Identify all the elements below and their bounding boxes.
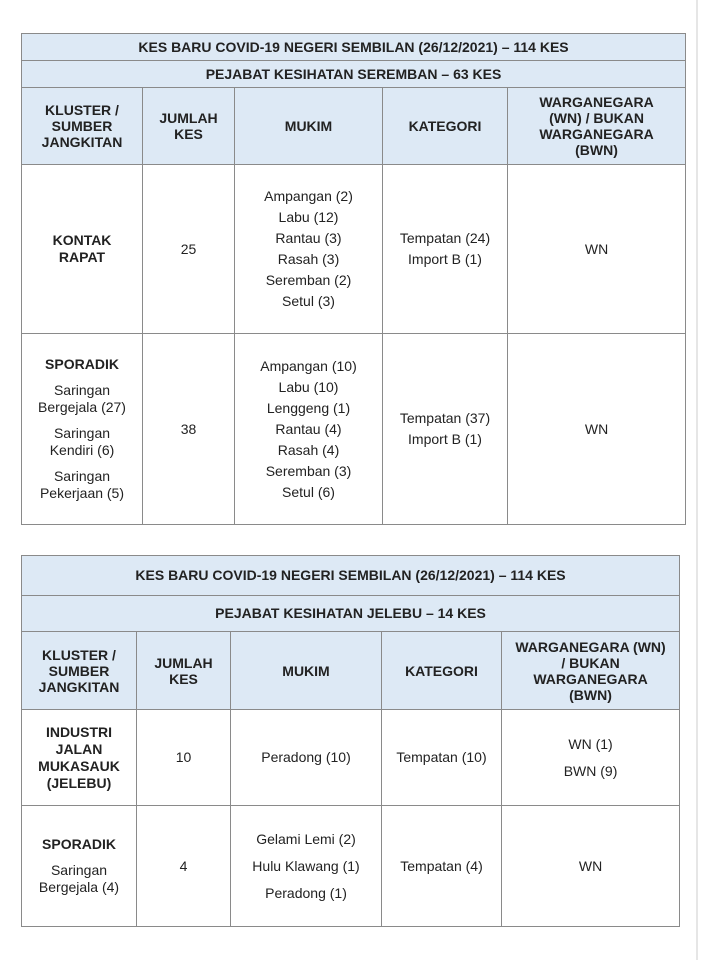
cell-kluster: KONTAK RAPAT xyxy=(22,165,143,334)
table-row xyxy=(22,334,686,525)
header-kategori: KATEGORI xyxy=(383,88,508,165)
cell-kategori: Tempatan (37) Import B (1) xyxy=(383,334,508,525)
cell-mukim: Ampangan (10) Labu (10) Lenggeng (1) Rantau (4) Rasah (4) Seremban (3) Setul (6) xyxy=(235,334,383,525)
cell-kategori: Tempatan (10) xyxy=(382,710,502,806)
table-subtitle: PEJABAT KESIHATAN JELEBU – 14 KES xyxy=(22,596,680,632)
table-row xyxy=(22,806,680,927)
cell-warganegara: WN (1) BWN (9) xyxy=(502,710,680,806)
cell-jumlah: 25 xyxy=(143,165,235,334)
seremban-cases-table xyxy=(21,33,686,525)
cell-kluster: INDUSTRI JALAN MUKASAUK (JELEBU) xyxy=(22,710,137,806)
header-kluster: KLUSTER / SUMBER JANGKITAN xyxy=(22,632,137,710)
header-jumlah-kes: JUMLAH KES xyxy=(137,632,231,710)
table-title: KES BARU COVID-19 NEGERI SEMBILAN (26/12/2021) – 114 KES xyxy=(22,34,686,61)
header-warganegara: WARGANEGARA (WN) / BUKAN WARGANEGARA (BWN) xyxy=(502,632,680,710)
cell-warganegara: WN xyxy=(502,806,680,927)
cell-jumlah: 38 xyxy=(143,334,235,525)
header-mukim: MUKIM xyxy=(231,632,382,710)
jelebu-cases-table xyxy=(21,555,680,927)
header-mukim: MUKIM xyxy=(235,88,383,165)
cell-jumlah: 10 xyxy=(137,710,231,806)
cell-kategori: Tempatan (4) xyxy=(382,806,502,927)
cell-kluster: SPORADIK Saringan Bergejala (27) Saringan Kendiri (6) Saringan Pekerjaan (5) xyxy=(22,334,143,525)
cell-mukim: Gelami Lemi (2) Hulu Klawang (1) Peradong (1) xyxy=(231,806,382,927)
header-jumlah-kes: JUMLAH KES xyxy=(143,88,235,165)
header-kategori: KATEGORI xyxy=(382,632,502,710)
table-row xyxy=(22,710,680,806)
page-edge-divider xyxy=(696,0,698,960)
table-subtitle: PEJABAT KESIHATAN SEREMBAN – 63 KES xyxy=(22,61,686,88)
header-kluster: KLUSTER / SUMBER JANGKITAN xyxy=(22,88,143,165)
table-title: KES BARU COVID-19 NEGERI SEMBILAN (26/12/2021) – 114 KES xyxy=(22,556,680,596)
header-warganegara: WARGANEGARA (WN) / BUKAN WARGANEGARA (BWN) xyxy=(508,88,686,165)
cell-jumlah: 4 xyxy=(137,806,231,927)
cell-warganegara: WN xyxy=(508,165,686,334)
cell-mukim: Ampangan (2) Labu (12) Rantau (3) Rasah (3) Seremban (2) Setul (3) xyxy=(235,165,383,334)
cell-mukim: Peradong (10) xyxy=(231,710,382,806)
table-row xyxy=(22,165,686,334)
cell-kategori: Tempatan (24) Import B (1) xyxy=(383,165,508,334)
cell-kluster: SPORADIK Saringan Bergejala (4) xyxy=(22,806,137,927)
cell-warganegara: WN xyxy=(508,334,686,525)
